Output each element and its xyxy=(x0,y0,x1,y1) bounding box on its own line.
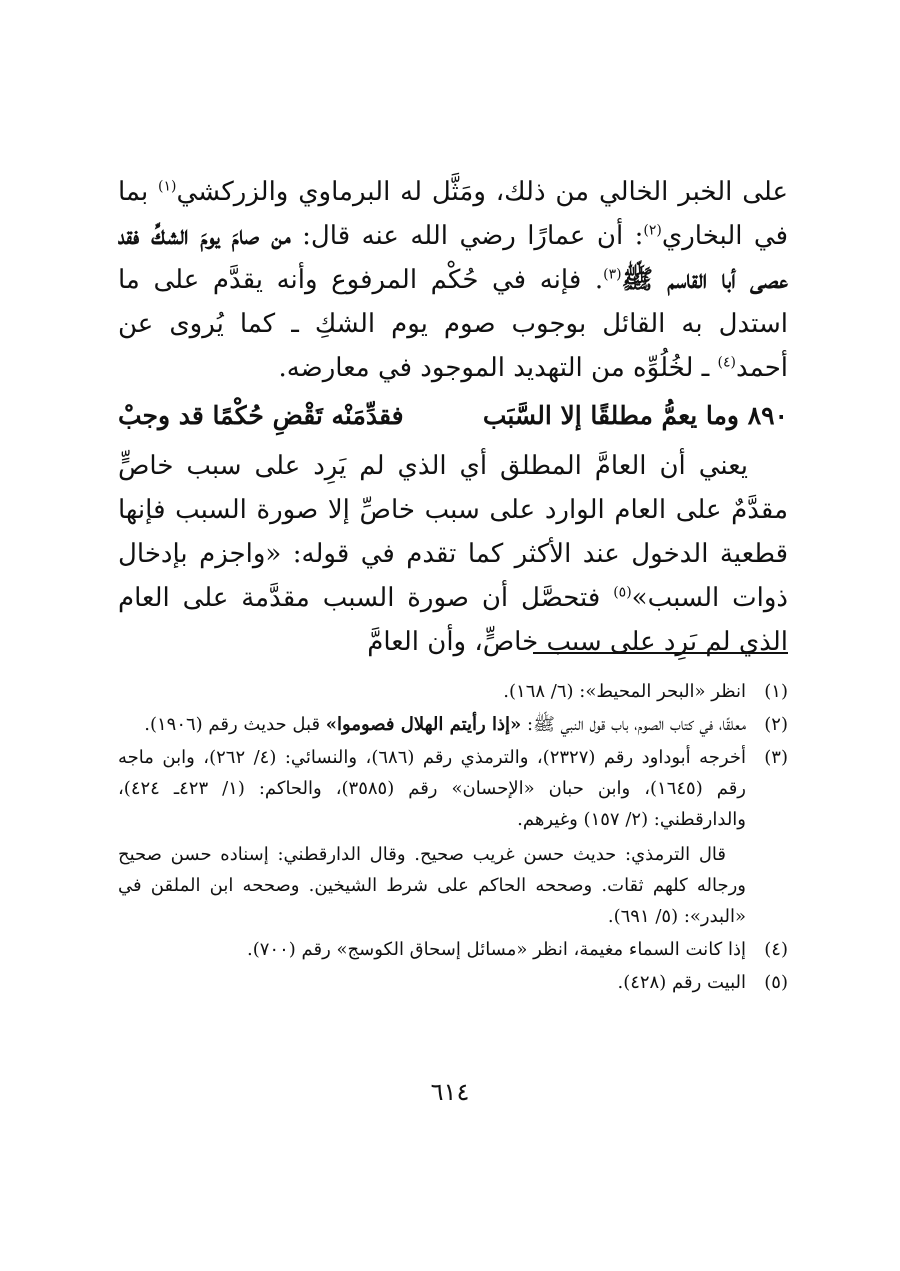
footnote-ref-2[interactable]: (٢) xyxy=(643,222,662,239)
paragraph-1: على الخبر الخالي من ذلك، ومَثَّل له البرماوي والزركشي$^{(١)}$ بما في البخاري$^{(٢)}$: أن عمارًا رضي الله عنه قال: من صامَ يومَ الشكِّ فقد عصى أبا القاسم ﷺ$^{(٣)}$. فإنه في حُكْم المرفوع وأنه يقدَّم على ما استدل به القائل بوجوب صوم يوم الشكِ ـ كما يُروى عن أحمد$^{(٤)}$ ـ لخُلُوِّه من التهديد الموجود في معارضه. xyxy=(118,177,788,383)
footnotes xyxy=(118,676,788,1000)
footnote-4: (٤) إذا كانت السماء مغيمة، انظر «مسائل إسحاق الكوسج» رقم (٧٠٠). xyxy=(247,939,788,960)
footnote-3: (٣) أخرجه أبوداود رقم (٢٣٢٧)، والترمذي رقم (٦٨٦)، والنسائي: (٤/ ٢٦٢)، وابن ماجه رقم (١٦٤٥)، وابن حبان «الإحسان» رقم (٣٥٨٥)، والحاكم: (١/ ٤٢٣ـ ٤٢٤)، والدارقطني: (٢/ ١٥٧) وغيرهم. قال الترمذي: حديث حسن غريب صحيح. وقال الدارقطني: إسناده حسن صحيح ورجاله كلهم ثقات. وصححه الحاكم على شرط الشيخين. وصححه ابن الملقن في «البدر»: (٥/ ٦٩١). xyxy=(118,747,788,927)
page-number: ٦١٤ xyxy=(430,1078,470,1106)
footnote-separator xyxy=(533,652,788,654)
footnote-2: (٢) معلقًا، في كتاب الصوم، باب قول النبي ﷺ: «إذا رأيتم الهلال فصوموا» قبل حديث رقم (١٩٠٦). xyxy=(144,714,788,735)
footnote-ref-5[interactable]: (٥) xyxy=(613,584,632,601)
verse-first-hemistich: ٨٩٠ وما يعمُّ مطلقًا إلا السَّبَب xyxy=(482,401,788,430)
footnote-ref-1[interactable]: (١) xyxy=(158,178,177,195)
footnote-ref-4[interactable]: (٤) xyxy=(717,354,737,371)
footnote-5: (٥) البيت رقم (٤٢٨). xyxy=(617,972,788,993)
hadith-quote: من صامَ يومَ الشكِّ فقد عصى أبا القاسم ﷺ xyxy=(118,221,788,295)
footnote-ref-3[interactable]: (٣) xyxy=(603,266,622,283)
main-text xyxy=(118,170,788,664)
paragraph-2: يعني أن العامَّ المطلق أي الذي لم يَرِد على سبب خاصٍّ مقدَّمٌ على العام الوارد على سبب خاصِّ إلا صورة السبب فإنها قطعية الدخول عند الأكثر كما تقدم في قوله: «واجزم بإدخال ذوات السبب»$^{(٥)}$ فتحصَّل أن صورة السبب مقدَّمة على العام الذي لم يَرِد على سبب خاصٍّ، وأن العامَّ xyxy=(118,451,788,657)
footnote-1: (١) انظر «البحر المحيط»: (٦/ ١٦٨). xyxy=(503,681,788,702)
verse-line xyxy=(118,394,788,438)
verse-second-hemistich: فقدِّمَنْه تَقْضِ حُكْمًا قد وجبْ xyxy=(118,401,404,430)
